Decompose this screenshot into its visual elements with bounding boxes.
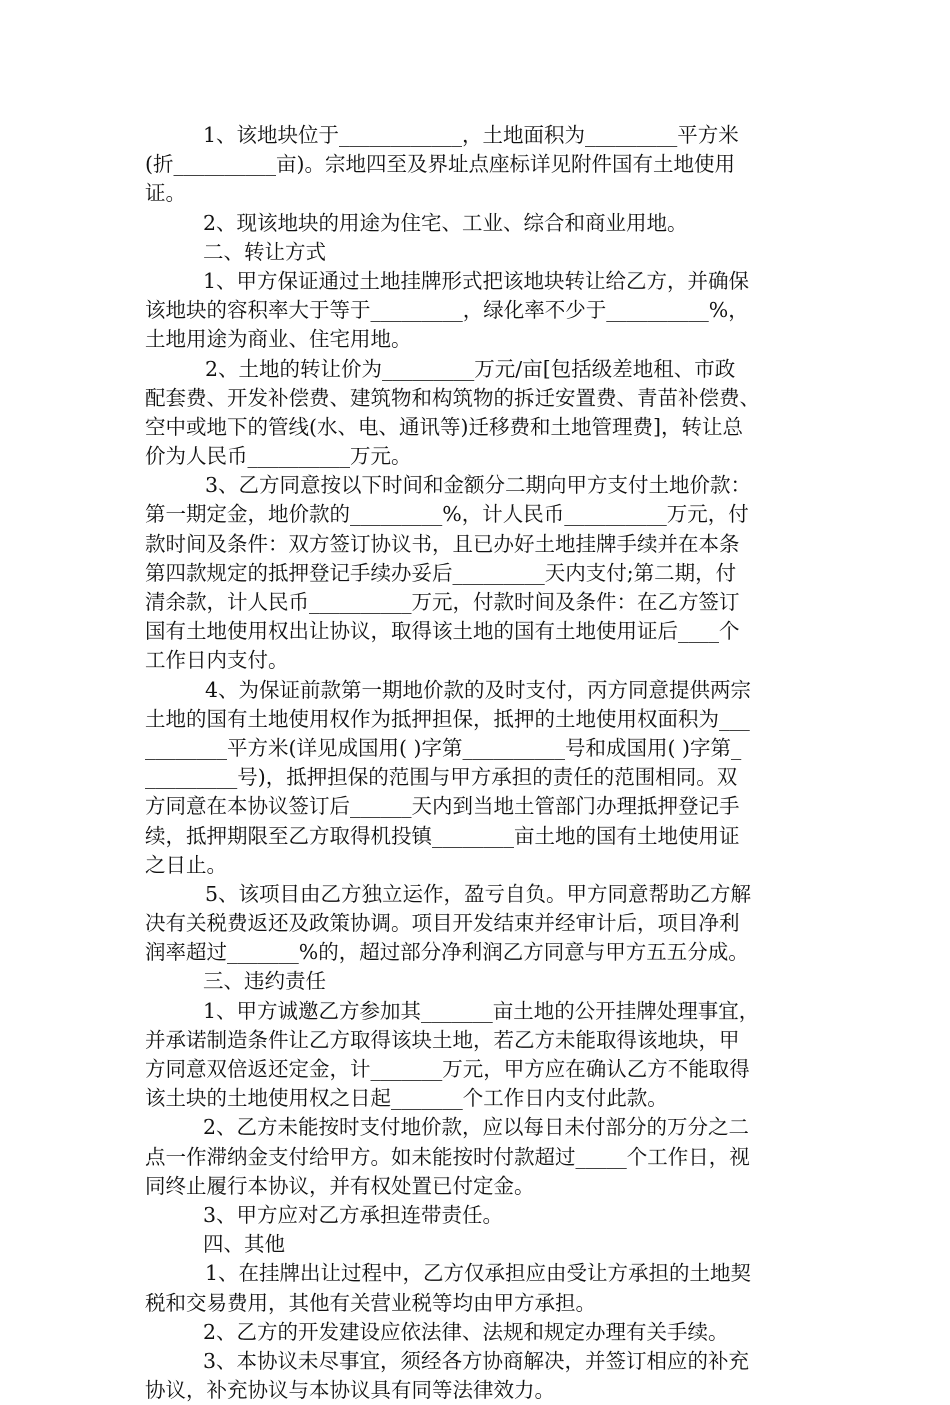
- text-line: 2、土地的转让价为_________万元/亩[包括级差地租、市政: [205, 356, 736, 381]
- text-line: 第四款规定的抵押登记手续办妥后_________天内支付;第二期，付: [145, 560, 737, 585]
- text-line: 5、该项目由乙方独立运作，盈亏自负。甲方同意帮助乙方解: [205, 881, 752, 906]
- text-line: 国有土地使用权出让协议，取得该土地的国有土地使用证后____个: [145, 619, 740, 644]
- text-line: 1、该地块位于____________，土地面积为_________平方米: [203, 123, 739, 147]
- text-line: 2、乙方的开发建设应依法律、法规和规定办理有关手续。: [203, 1319, 729, 1344]
- text-line: 1、甲方保证通过土地挂牌形式把该地块转让给乙方，并确保: [203, 268, 750, 293]
- text-line: 3、甲方应对乙方承担连带责任。: [203, 1202, 504, 1227]
- text-line: 四、其他: [203, 1232, 285, 1257]
- text-line: 并承诺制造条件让乙方取得该块土地，若乙方未能取得该地块，甲: [145, 1027, 740, 1052]
- text-line: 二、转让方式: [203, 239, 326, 264]
- text-line: ________平方米(详见成国用( )字第__________号和成国用( )字第_: [145, 735, 742, 760]
- text-line: 土地的国有土地使用权作为抵押担保，抵押的土地使用权面积为___: [145, 706, 750, 731]
- text-line: 同终止履行本协议，并有权处置已付定金。: [145, 1173, 535, 1198]
- text-line: 工作日内支付。: [145, 648, 289, 673]
- text-line: 该土块的土地使用权之日起_______个工作日内支付此款。: [145, 1086, 668, 1111]
- text-line: 空中或地下的管线(水、电、通讯等)迁移费和土地管理费]，转让总: [145, 414, 743, 439]
- text-line: 1、甲方诚邀乙方参加其_______亩土地的公开挂牌处理事宜，: [203, 998, 760, 1023]
- text-line: 润率超过_______%的，超过部分净利润乙方同意与甲方五五分成。: [145, 940, 749, 965]
- text-line: 3、乙方同意按以下时间和金额分二期向甲方支付土地价款：: [205, 473, 752, 498]
- document-body: [145, 121, 815, 1405]
- text-line: 方同意双倍返还定金，计_______万元，甲方应在确认乙方不能取得: [145, 1057, 750, 1081]
- text-line: 第一期定金，地价款的_________%，计人民币__________万元，付: [145, 502, 749, 527]
- text-line: 2、乙方未能按时支付地价款，应以每日未付部分的万分之二: [203, 1115, 750, 1140]
- text-line: 证。: [145, 181, 186, 206]
- text-line: 税和交易费用，其他有关营业税等均由甲方承担。: [145, 1290, 596, 1315]
- text-line: 续，抵押期限至乙方取得机投镇________亩土地的国有土地使用证: [145, 823, 740, 848]
- text-line: 该地块的容积率大于等于_________，绿化率不少于__________%，: [145, 298, 749, 323]
- text-line: 点一作滞纳金支付给甲方。如未能按时付款超过_____个工作日，视: [145, 1144, 750, 1169]
- text-line: (折__________亩)。宗地四至及界址点座标详见附件国有土地使用: [145, 152, 735, 177]
- text-line: 之日止。: [145, 852, 227, 877]
- text-line: 协议，补充协议与本协议具有同等法律效力。: [145, 1378, 555, 1403]
- text-line: 决有关税费返还及政策协调。项目开发结束并经审计后，项目净利: [145, 911, 740, 936]
- text-line: 方同意在本协议签订后______天内到当地土管部门办理抵押登记手: [145, 794, 740, 819]
- text-line: 2、现该地块的用途为住宅、工业、综合和商业用地。: [203, 210, 688, 235]
- text-line: 土地用途为商业、住宅用地。: [145, 327, 412, 352]
- text-line: 3、本协议未尽事宜，须经各方协商解决，并签订相应的补充: [203, 1348, 750, 1373]
- text-line: 1、在挂牌出让过程中，乙方仅承担应由受让方承担的土地契: [205, 1261, 752, 1286]
- text-line: 价为人民币__________万元。: [145, 444, 412, 469]
- text-line: 三、违约责任: [203, 969, 326, 994]
- text-line: 清余款，计人民币__________万元，付款时间及条件：在乙方签订: [145, 590, 740, 614]
- text-line: 4、为保证前款第一期地价款的及时支付，丙方同意提供两宗: [205, 677, 752, 702]
- text-line: 款时间及条件：双方签订协议书，且已办好土地挂牌手续并在本条: [145, 531, 740, 556]
- text-line: _________号)，抵押担保的范围与甲方承担的责任的范围相同。双: [145, 765, 738, 790]
- text-line: 配套费、开发补偿费、建筑物和构筑物的拆迁安置费、青苗补偿费、: [145, 385, 760, 410]
